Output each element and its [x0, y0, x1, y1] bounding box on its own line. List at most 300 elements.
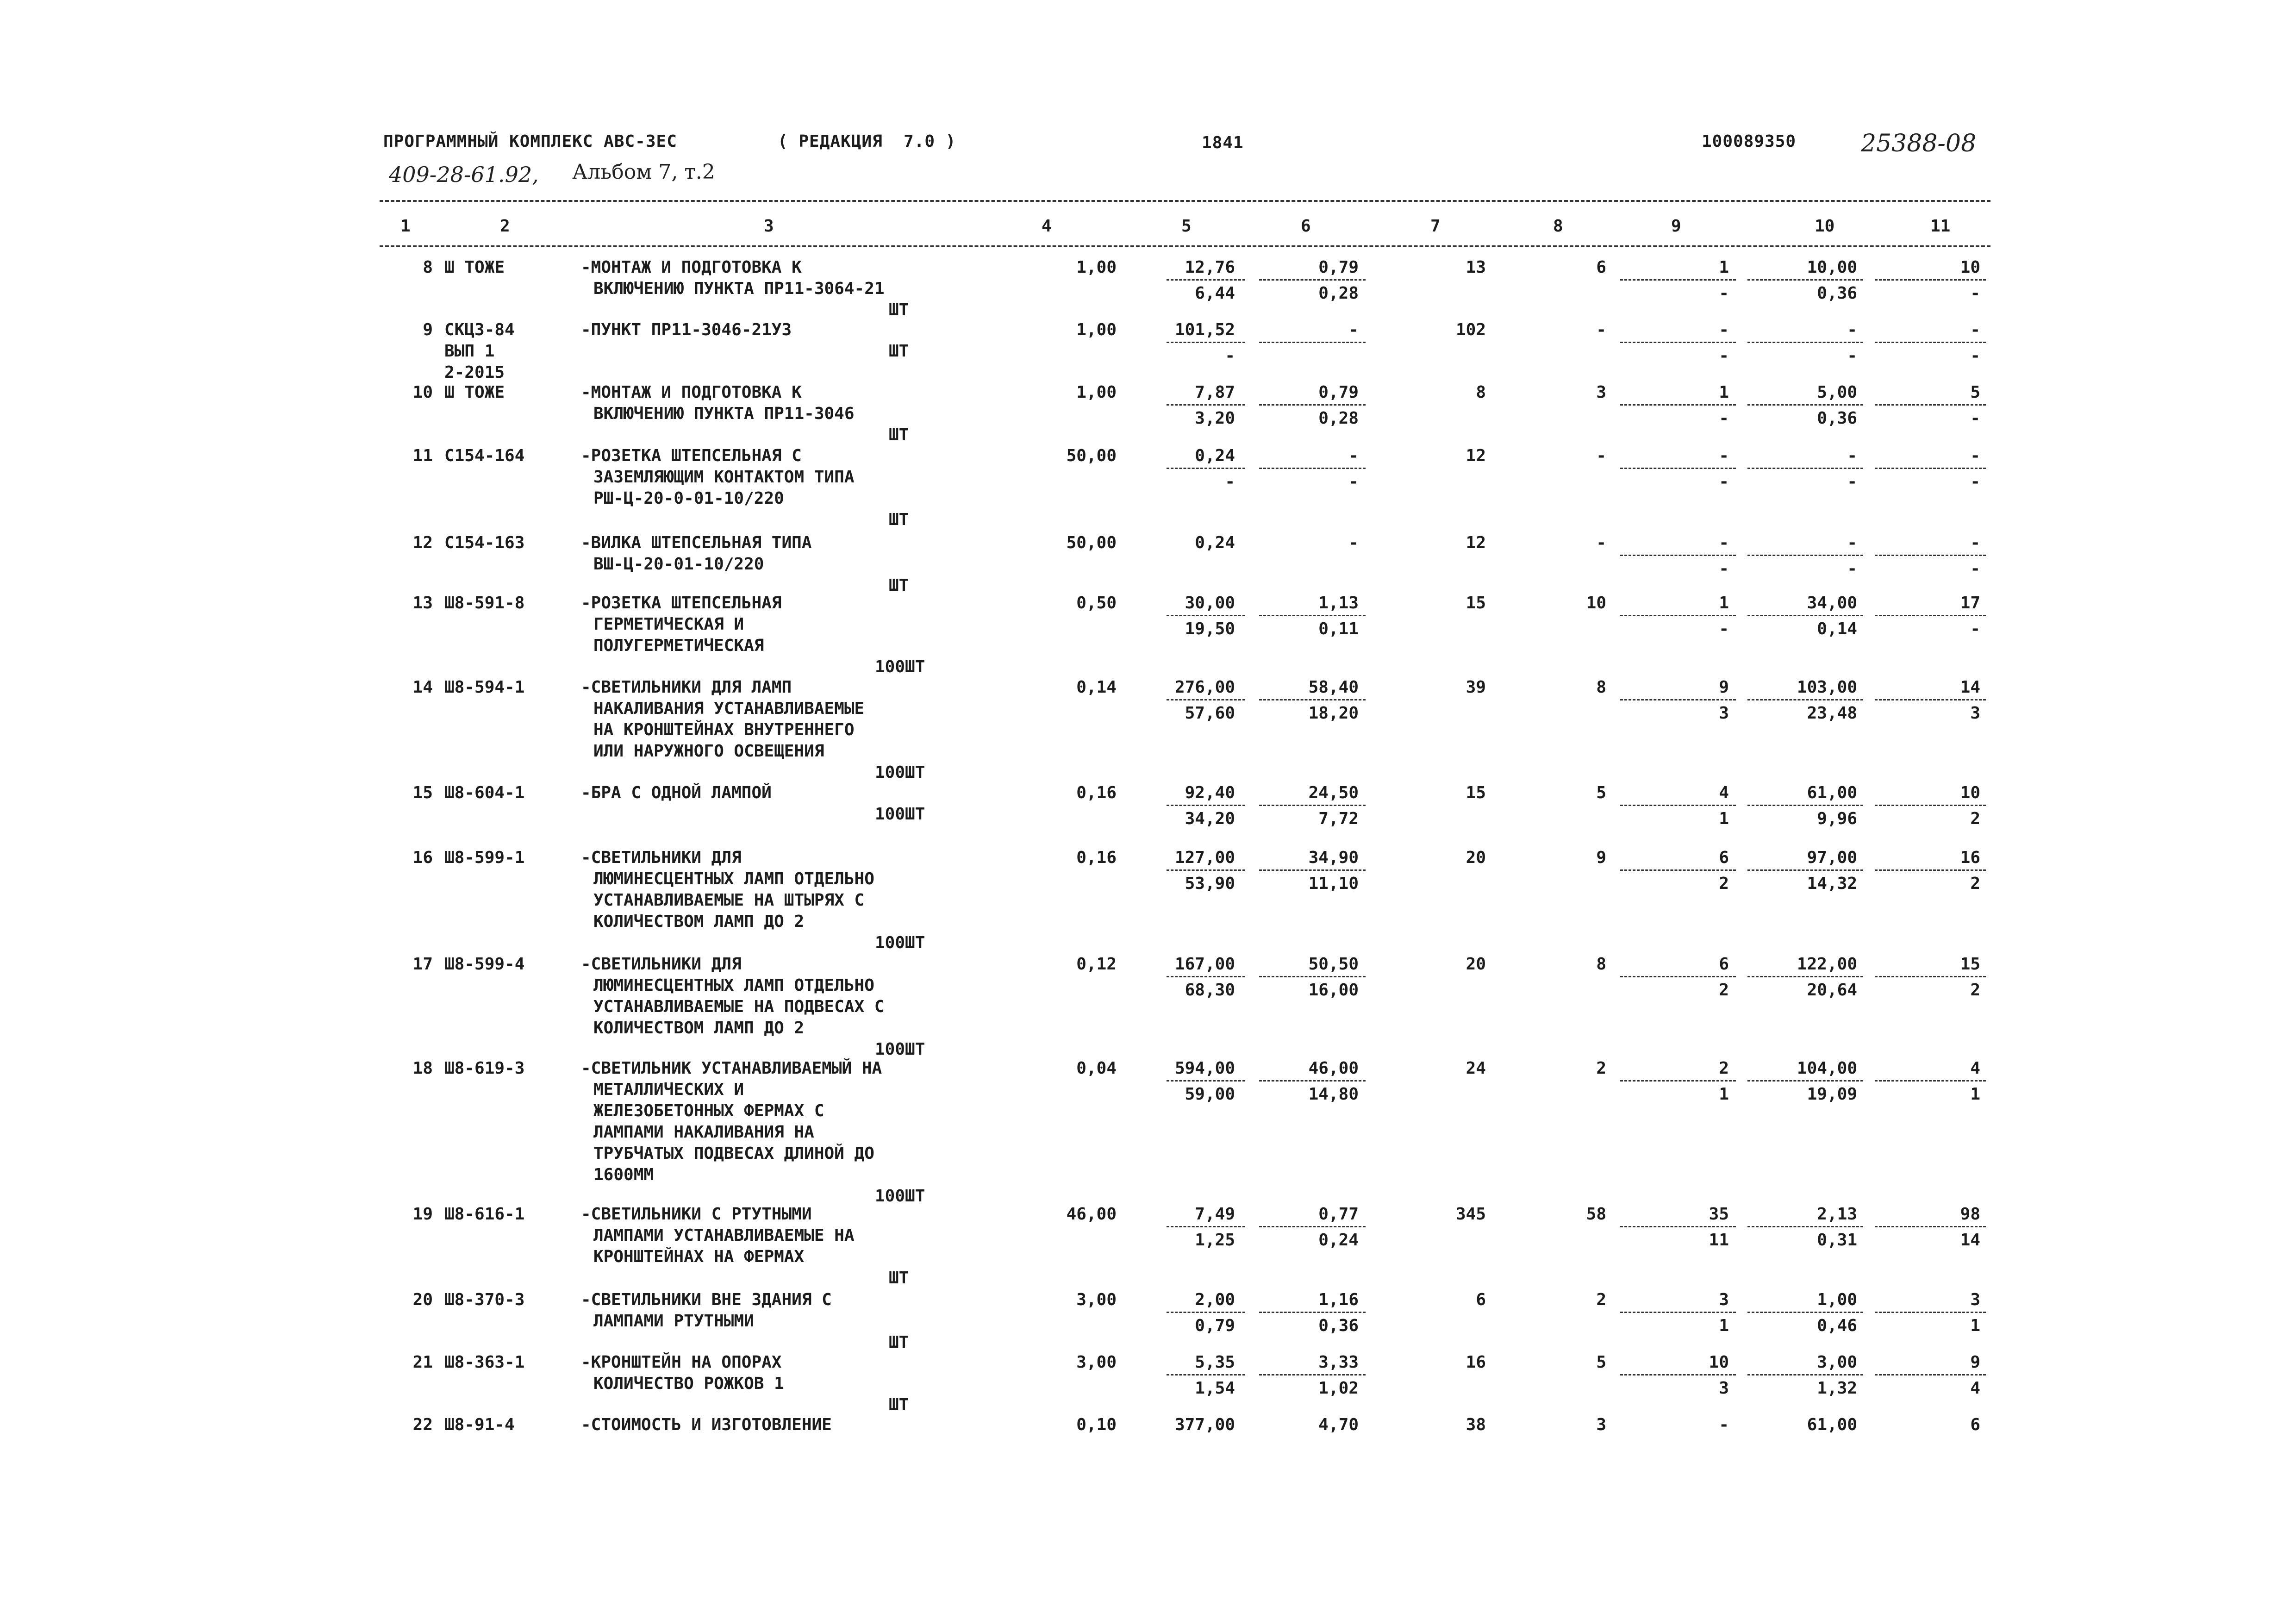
- row-description-line: -СВЕТИЛЬНИКИ ВНЕ ЗДАНИЯ С: [581, 1290, 832, 1309]
- row-underline-11: [1875, 869, 1986, 871]
- row-quantity: 0,04: [1076, 1059, 1117, 1078]
- row-underline-9: [1620, 869, 1736, 871]
- row-underline-10: [1747, 279, 1863, 281]
- row-col8: 5: [1596, 1353, 1606, 1372]
- row-col10-lower: 1,32: [1817, 1379, 1857, 1398]
- row-col5-lower: 34,20: [1185, 809, 1235, 828]
- row-col7: 13: [1466, 258, 1486, 277]
- row-underline-10: [1747, 404, 1863, 406]
- row-col5: 0,24: [1195, 533, 1235, 552]
- row-underline-5: [1167, 699, 1245, 700]
- row-description-line: -СВЕТИЛЬНИКИ ДЛЯ ЛАМП: [581, 678, 792, 697]
- row-unit: 100ШТ: [875, 805, 925, 824]
- row-col8: -: [1596, 533, 1606, 552]
- row-col10-lower: 0,46: [1817, 1316, 1857, 1335]
- row-quantity: 0,12: [1076, 955, 1117, 974]
- row-quantity: 46,00: [1066, 1205, 1117, 1224]
- row-underline-6: [1259, 869, 1366, 871]
- row-col6: -: [1348, 446, 1359, 465]
- row-underline-11: [1875, 1374, 1986, 1375]
- row-unit: 100ШТ: [875, 763, 925, 782]
- row-col8: 2: [1596, 1059, 1606, 1078]
- row-col6-lower: 11,10: [1308, 874, 1359, 893]
- row-col6: 0,77: [1318, 1205, 1359, 1224]
- row-col9: 35: [1709, 1205, 1729, 1224]
- row-col6: 3,33: [1318, 1353, 1359, 1372]
- row-col5: 167,00: [1174, 955, 1235, 974]
- column-number-8: 8: [1553, 217, 1563, 236]
- row-underline-9: [1620, 805, 1736, 806]
- row-description-line: ВШ-Ц-20-01-10/220: [593, 555, 764, 574]
- row-underline-6: [1259, 342, 1366, 343]
- row-col5-lower: 68,30: [1185, 981, 1235, 1000]
- row-col11: 98: [1960, 1205, 1980, 1224]
- row-col11-lower: 14: [1960, 1231, 1980, 1250]
- row-code: Ш8-599-4: [444, 955, 525, 974]
- row-unit: ШТ: [889, 425, 909, 444]
- row-col5: 30,00: [1185, 594, 1235, 613]
- row-col11-lower: -: [1970, 346, 1980, 365]
- row-col5-lower: 3,20: [1195, 409, 1235, 428]
- row-col9-lower: -: [1719, 472, 1729, 491]
- row-description-line: ТРУБЧАТЫХ ПОДВЕСАХ ДЛИНОЙ ДО: [593, 1144, 874, 1163]
- row-col10: 5,00: [1817, 383, 1857, 402]
- row-col10: 61,00: [1807, 1415, 1857, 1434]
- row-col10: 104,00: [1797, 1059, 1857, 1078]
- row-col11: 5: [1970, 383, 1980, 402]
- row-col11: 14: [1960, 678, 1980, 697]
- row-number: 14: [412, 678, 433, 697]
- row-col6: 46,00: [1308, 1059, 1359, 1078]
- row-description-line: РШ-Ц-20-0-01-10/220: [593, 489, 784, 508]
- row-description-line: ИЛИ НАРУЖНОГО ОСВЕЩЕНИЯ: [593, 742, 824, 761]
- row-underline-6: [1259, 699, 1366, 700]
- row-col5-lower: 1,54: [1195, 1379, 1235, 1398]
- row-col11-lower: 2: [1970, 981, 1980, 1000]
- row-description-line: -СВЕТИЛЬНИКИ С РТУТНЫМИ: [581, 1205, 812, 1224]
- row-description-line: -ПУНКТ ПР11-3046-21У3: [581, 320, 792, 339]
- row-col5-lower: 6,44: [1195, 284, 1235, 303]
- row-col11-lower: 2: [1970, 874, 1980, 893]
- row-col9-lower: 2: [1719, 981, 1729, 1000]
- row-number: 9: [423, 320, 433, 339]
- row-col9: 3: [1719, 1290, 1729, 1309]
- row-col10: -: [1847, 533, 1857, 552]
- row-col11: 10: [1960, 258, 1980, 277]
- row-underline-9: [1620, 342, 1736, 343]
- column-number-9: 9: [1671, 217, 1681, 236]
- row-description-line: КОЛИЧЕСТВОМ ЛАМП ДО 2: [593, 1019, 805, 1038]
- row-col5: 5,35: [1195, 1353, 1235, 1372]
- row-col11-lower: -: [1970, 559, 1980, 578]
- row-description-line: -МОНТАЖ И ПОДГОТОВКА К: [581, 383, 802, 402]
- row-underline-6: [1259, 1226, 1366, 1227]
- row-col10: 122,00: [1797, 955, 1857, 974]
- row-col10: 1,00: [1817, 1290, 1857, 1309]
- row-col7: 12: [1466, 533, 1486, 552]
- row-unit: 100ШТ: [875, 933, 925, 952]
- row-col5: 7,49: [1195, 1205, 1235, 1224]
- row-col11-lower: 4: [1970, 1379, 1980, 1398]
- row-description-line: ВКЛЮЧЕНИЮ ПУНКТА ПР11-3046: [593, 404, 855, 423]
- row-code-line: 2-2015: [444, 363, 505, 382]
- row-col8: 8: [1596, 678, 1606, 697]
- row-col10-lower: 0,36: [1817, 284, 1857, 303]
- row-description-line: -СВЕТИЛЬНИК УСТАНАВЛИВАЕМЫЙ НА: [581, 1059, 882, 1078]
- row-col9-lower: 3: [1719, 704, 1729, 723]
- row-underline-9: [1620, 279, 1736, 281]
- row-description-line: -СТОИМОСТЬ И ИЗГОТОВЛЕНИЕ: [581, 1415, 832, 1434]
- row-underline-5: [1167, 279, 1245, 281]
- row-underline-9: [1620, 699, 1736, 700]
- row-col11: 10: [1960, 783, 1980, 802]
- row-unit: 100ШТ: [875, 1040, 925, 1059]
- row-col7: 24: [1466, 1059, 1486, 1078]
- row-underline-5: [1167, 805, 1245, 806]
- row-underline-9: [1620, 468, 1736, 469]
- row-description-line: ЛЮМИНЕСЦЕНТНЫХ ЛАМП ОТДЕЛЬНО: [593, 976, 874, 995]
- row-col5: 127,00: [1174, 848, 1235, 867]
- row-col9-lower: -: [1719, 346, 1729, 365]
- row-underline-10: [1747, 1374, 1863, 1375]
- row-col7: 20: [1466, 955, 1486, 974]
- column-number-6: 6: [1301, 217, 1311, 236]
- document-code: 100089350: [1702, 132, 1797, 151]
- row-col6: -: [1348, 320, 1359, 339]
- row-col10-lower: -: [1847, 559, 1857, 578]
- row-code: Ш8-599-1: [444, 848, 525, 867]
- row-col11-lower: -: [1970, 284, 1980, 303]
- row-col10: 34,00: [1807, 594, 1857, 613]
- column-number-11: 11: [1930, 217, 1951, 236]
- row-col11: -: [1970, 320, 1980, 339]
- row-underline-9: [1620, 1374, 1736, 1375]
- row-col5: 12,76: [1185, 258, 1235, 277]
- column-number-1: 1: [400, 217, 411, 236]
- row-description-line: ЛАМПАМИ УСТАНАВЛИВАЕМЫЕ НА: [593, 1226, 855, 1245]
- row-col8: 5: [1596, 783, 1606, 802]
- row-col6-lower: 14,80: [1308, 1085, 1359, 1104]
- row-col8: 58: [1586, 1205, 1606, 1224]
- row-col6-lower: 0,11: [1318, 619, 1359, 638]
- row-col6: 4,70: [1318, 1415, 1359, 1434]
- row-number: 15: [412, 783, 433, 802]
- row-underline-6: [1259, 404, 1366, 406]
- row-col6-lower: 7,72: [1318, 809, 1359, 828]
- row-number: 20: [412, 1290, 433, 1309]
- row-col11-lower: 3: [1970, 704, 1980, 723]
- row-quantity: 0,16: [1076, 783, 1117, 802]
- row-underline-9: [1620, 1312, 1736, 1313]
- row-underline-10: [1747, 869, 1863, 871]
- row-underline-6: [1259, 976, 1366, 977]
- row-underline-5: [1167, 1080, 1245, 1082]
- row-underline-11: [1875, 342, 1986, 343]
- row-col11: -: [1970, 446, 1980, 465]
- row-col8: -: [1596, 446, 1606, 465]
- row-unit: ШТ: [889, 300, 909, 319]
- row-underline-9: [1620, 1226, 1736, 1227]
- row-code: Ш8-91-4: [444, 1415, 515, 1434]
- row-col9-lower: 1: [1719, 809, 1729, 828]
- row-code: Ш8-370-3: [444, 1290, 525, 1309]
- row-underline-10: [1747, 976, 1863, 977]
- row-underline-5: [1167, 869, 1245, 871]
- row-description-line: НАКАЛИВАНИЯ УСТАНАВЛИВАЕМЫЕ: [593, 699, 865, 718]
- row-col11-lower: -: [1970, 472, 1980, 491]
- row-underline-9: [1620, 555, 1736, 556]
- row-col9-lower: 1: [1719, 1085, 1729, 1104]
- row-col6: -: [1348, 533, 1359, 552]
- row-col6: 0,79: [1318, 383, 1359, 402]
- row-unit: ШТ: [889, 1395, 909, 1414]
- row-number: 17: [412, 955, 433, 974]
- row-number: 19: [412, 1205, 433, 1224]
- row-code: Ш8-594-1: [444, 678, 525, 697]
- row-col5: 276,00: [1174, 678, 1235, 697]
- row-col11: 4: [1970, 1059, 1980, 1078]
- row-description-line: ВКЛЮЧЕНИЮ ПУНКТА ПР11-3064-21: [593, 279, 885, 298]
- row-col7: 38: [1466, 1415, 1486, 1434]
- row-col9: -: [1719, 1415, 1729, 1434]
- row-underline-9: [1620, 615, 1736, 616]
- column-number-10: 10: [1815, 217, 1835, 236]
- row-col7: 345: [1455, 1205, 1486, 1224]
- row-col7: 102: [1455, 320, 1486, 339]
- row-underline-5: [1167, 1312, 1245, 1313]
- row-underline-11: [1875, 1312, 1986, 1313]
- row-col9-lower: -: [1719, 409, 1729, 428]
- row-col9-lower: 11: [1709, 1231, 1729, 1250]
- row-underline-11: [1875, 699, 1986, 700]
- row-col6: 0,79: [1318, 258, 1359, 277]
- row-quantity: 50,00: [1066, 533, 1117, 552]
- row-col6-lower: 1,02: [1318, 1379, 1359, 1398]
- row-col9: -: [1719, 533, 1729, 552]
- row-code: С154-163: [444, 533, 525, 552]
- row-col9: 1: [1719, 258, 1729, 277]
- row-underline-10: [1747, 555, 1863, 556]
- row-underline-6: [1259, 1080, 1366, 1082]
- row-code: Ш8-619-3: [444, 1059, 525, 1078]
- header-rule-bottom: [380, 245, 1990, 247]
- row-col7: 20: [1466, 848, 1486, 867]
- row-col5-lower: 0,79: [1195, 1316, 1235, 1335]
- row-col9-lower: -: [1719, 284, 1729, 303]
- row-col9-lower: 3: [1719, 1379, 1729, 1398]
- row-col9-lower: 1: [1719, 1316, 1729, 1335]
- row-col5: 7,87: [1195, 383, 1235, 402]
- row-description-line: -КРОНШТЕЙН НА ОПОРАХ: [581, 1353, 782, 1372]
- row-col6-lower: 0,36: [1318, 1316, 1359, 1335]
- row-col11: 15: [1960, 955, 1980, 974]
- row-underline-11: [1875, 1226, 1986, 1227]
- row-quantity: 3,00: [1076, 1353, 1117, 1372]
- row-description-line: -РОЗЕТКА ШТЕПСЕЛЬНАЯ: [581, 594, 782, 613]
- row-underline-9: [1620, 404, 1736, 406]
- row-col8: 10: [1586, 594, 1606, 613]
- row-col8: 6: [1596, 258, 1606, 277]
- row-quantity: 0,14: [1076, 678, 1117, 697]
- row-col9: 10: [1709, 1353, 1729, 1372]
- row-col5: 2,00: [1195, 1290, 1235, 1309]
- row-number: 8: [423, 258, 433, 277]
- row-underline-6: [1259, 615, 1366, 616]
- row-col6: 58,40: [1308, 678, 1359, 697]
- row-col10: 2,13: [1817, 1205, 1857, 1224]
- column-number-4: 4: [1042, 217, 1052, 236]
- row-description-line: КОЛИЧЕСТВОМ ЛАМП ДО 2: [593, 912, 805, 931]
- row-col8: 8: [1596, 955, 1606, 974]
- row-col5-lower: 1,25: [1195, 1231, 1235, 1250]
- row-col10: 97,00: [1807, 848, 1857, 867]
- row-col11: 9: [1970, 1353, 1980, 1372]
- row-col10-lower: 0,31: [1817, 1231, 1857, 1250]
- row-quantity: 3,00: [1076, 1290, 1117, 1309]
- row-col11: 3: [1970, 1290, 1980, 1309]
- row-quantity: 0,10: [1076, 1415, 1117, 1434]
- program-title: ПРОГРАММНЫЙ КОМПЛЕКС АВС-3ЕС: [383, 132, 677, 151]
- row-code: Ш8-591-8: [444, 594, 525, 613]
- row-underline-5: [1167, 615, 1245, 616]
- row-col10-lower: 0,14: [1817, 619, 1857, 638]
- row-underline-10: [1747, 1226, 1863, 1227]
- page-number: 1841: [1202, 133, 1244, 152]
- row-description-line: УСТАНАВЛИВАЕМЫЕ НА ШТЫРЯХ С: [593, 891, 865, 910]
- row-code: Ш ТОЖЕ: [444, 258, 505, 277]
- row-underline-10: [1747, 342, 1863, 343]
- row-col8: 3: [1596, 1415, 1606, 1434]
- row-col11-lower: 1: [1970, 1316, 1980, 1335]
- row-col10: 103,00: [1797, 678, 1857, 697]
- row-col10-lower: 9,96: [1817, 809, 1857, 828]
- row-col9: -: [1719, 320, 1729, 339]
- row-col7: 8: [1476, 383, 1486, 402]
- row-col6-lower: -: [1348, 472, 1359, 491]
- row-number: 10: [412, 383, 433, 402]
- row-col10: 10,00: [1807, 258, 1857, 277]
- row-col5: 0,24: [1195, 446, 1235, 465]
- row-col10-lower: 14,32: [1807, 874, 1857, 893]
- row-underline-6: [1259, 279, 1366, 281]
- row-col7: 15: [1466, 594, 1486, 613]
- row-col10-lower: -: [1847, 472, 1857, 491]
- row-underline-10: [1747, 468, 1863, 469]
- row-col10-lower: 20,64: [1807, 981, 1857, 1000]
- row-col10: 61,00: [1807, 783, 1857, 802]
- row-col11-lower: -: [1970, 619, 1980, 638]
- row-col6: 24,50: [1308, 783, 1359, 802]
- column-number-3: 3: [764, 217, 774, 236]
- row-description-line: ЛЮМИНЕСЦЕНТНЫХ ЛАМП ОТДЕЛЬНО: [593, 869, 874, 888]
- row-description-line: ЛАМПАМИ НАКАЛИВАНИЯ НА: [593, 1123, 814, 1142]
- row-col10: 3,00: [1817, 1353, 1857, 1372]
- row-description-line: ЗАЗЕМЛЯЮЩИМ КОНТАКТОМ ТИПА: [593, 468, 855, 487]
- row-quantity: 1,00: [1076, 320, 1117, 339]
- row-unit: ШТ: [889, 1333, 909, 1352]
- row-description-line: -РОЗЕТКА ШТЕПСЕЛЬНАЯ С: [581, 446, 802, 465]
- row-description-line: ЛАМПАМИ РТУТНЫМИ: [593, 1312, 754, 1331]
- row-col5-lower: 53,90: [1185, 874, 1235, 893]
- row-description-line: -СВЕТИЛЬНИКИ ДЛЯ: [581, 955, 742, 974]
- row-col10: -: [1847, 446, 1857, 465]
- row-description-line: ГЕРМЕТИЧЕСКАЯ И: [593, 615, 744, 634]
- row-col5: 101,52: [1174, 320, 1235, 339]
- row-description-line: КРОНШТЕЙНАХ НА ФЕРМАХ: [593, 1247, 805, 1266]
- row-code: С154-164: [444, 446, 525, 465]
- column-number-7: 7: [1430, 217, 1441, 236]
- row-unit: 100ШТ: [875, 1187, 925, 1206]
- row-col11-lower: 1: [1970, 1085, 1980, 1104]
- row-col7: 15: [1466, 783, 1486, 802]
- row-underline-11: [1875, 468, 1986, 469]
- row-number: 11: [412, 446, 433, 465]
- row-underline-10: [1747, 805, 1863, 806]
- row-code: СКЦ3-84: [444, 320, 515, 339]
- row-unit: ШТ: [889, 510, 909, 529]
- row-description-line: ЖЕЛЕЗОБЕТОННЫХ ФЕРМАХ С: [593, 1101, 824, 1120]
- row-number: 13: [412, 594, 433, 613]
- row-col9: 6: [1719, 848, 1729, 867]
- row-underline-9: [1620, 976, 1736, 977]
- row-col10-lower: 0,36: [1817, 409, 1857, 428]
- row-description-line: МЕТАЛЛИЧЕСКИХ И: [593, 1080, 744, 1099]
- row-underline-6: [1259, 468, 1366, 469]
- row-col6-lower: 0,28: [1318, 284, 1359, 303]
- row-col5: 377,00: [1174, 1415, 1235, 1434]
- row-col5-lower: -: [1225, 346, 1235, 365]
- row-code: Ш ТОЖЕ: [444, 383, 505, 402]
- row-col9: 1: [1719, 594, 1729, 613]
- row-number: 21: [412, 1353, 433, 1372]
- row-col11: 17: [1960, 594, 1980, 613]
- row-underline-11: [1875, 279, 1986, 281]
- row-col11: 16: [1960, 848, 1980, 867]
- row-col5-lower: -: [1225, 472, 1235, 491]
- row-unit: ШТ: [889, 576, 909, 595]
- row-underline-5: [1167, 1374, 1245, 1375]
- row-col6: 1,13: [1318, 594, 1359, 613]
- row-col7: 16: [1466, 1353, 1486, 1372]
- row-col6-lower: 18,20: [1308, 704, 1359, 723]
- row-col9: 4: [1719, 783, 1729, 802]
- row-col11-lower: -: [1970, 409, 1980, 428]
- row-col10-lower: -: [1847, 346, 1857, 365]
- row-description-line: НА КРОНШТЕЙНАХ ВНУТРЕННЕГО: [593, 720, 855, 739]
- row-underline-11: [1875, 805, 1986, 806]
- row-underline-10: [1747, 615, 1863, 616]
- row-col10: -: [1847, 320, 1857, 339]
- row-col9-lower: 2: [1719, 874, 1729, 893]
- row-quantity: 1,00: [1076, 258, 1117, 277]
- row-col9: 1: [1719, 383, 1729, 402]
- row-col9: 6: [1719, 955, 1729, 974]
- handwritten-reference: 409-28-61.92,: [389, 162, 539, 187]
- row-number: 16: [412, 848, 433, 867]
- row-col7: 12: [1466, 446, 1486, 465]
- row-underline-6: [1259, 805, 1366, 806]
- row-col9: 9: [1719, 678, 1729, 697]
- row-description-line: УСТАНАВЛИВАЕМЫЕ НА ПОДВЕСАХ С: [593, 997, 885, 1016]
- row-col5-lower: 59,00: [1185, 1085, 1235, 1104]
- row-col11-lower: 2: [1970, 809, 1980, 828]
- row-underline-5: [1167, 1226, 1245, 1227]
- row-col11: 6: [1970, 1415, 1980, 1434]
- row-underline-11: [1875, 1080, 1986, 1082]
- row-underline-5: [1167, 342, 1245, 343]
- row-underline-6: [1259, 1374, 1366, 1375]
- row-quantity: 1,00: [1076, 383, 1117, 402]
